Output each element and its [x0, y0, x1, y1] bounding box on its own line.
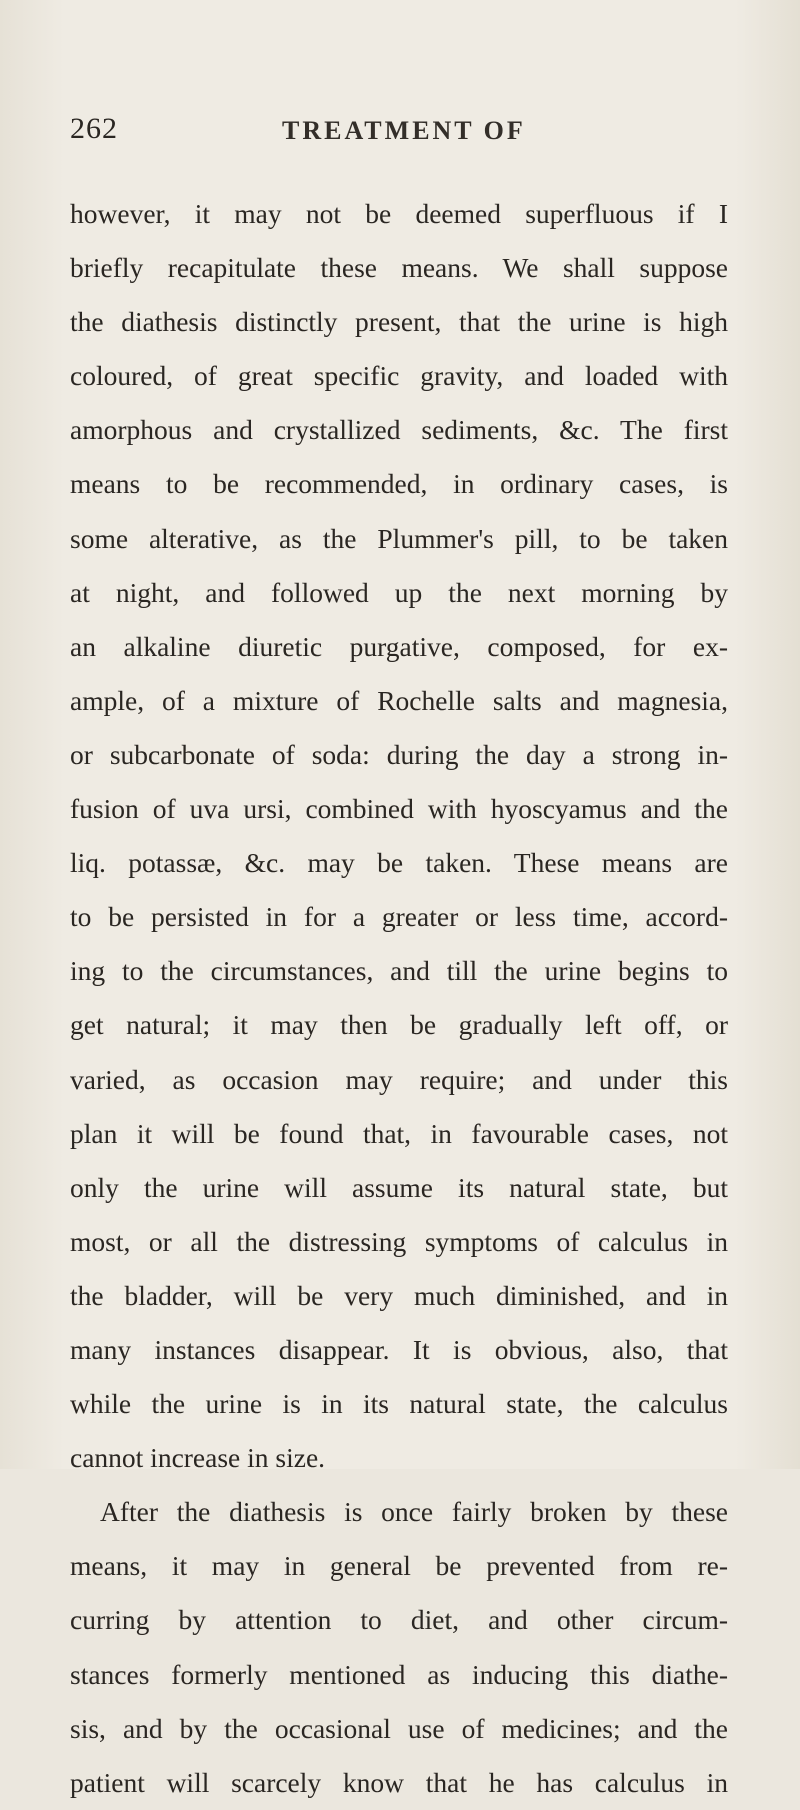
text-line: varied, as occasion may require; and under this — [70, 1063, 728, 1095]
running-title: TREATMENT OF — [282, 116, 526, 145]
text-line: only the urine will assume its natural state, but — [70, 1171, 728, 1203]
body-text — [70, 187, 728, 1810]
text-line: stances formerly mentioned as inducing this diathe- — [70, 1658, 728, 1690]
text-line-paragraph-end: cannot increase in size. — [70, 1442, 326, 1474]
text-line: amorphous and crystallized sediments, &c. The first — [70, 414, 728, 446]
text-line: fusion of uva ursi, combined with hyoscyamus and the — [70, 793, 728, 825]
text-line: to be persisted in for a greater or less time, accord- — [70, 901, 728, 933]
text-line: curring by attention to diet, and other circum- — [70, 1604, 728, 1636]
text-line: get natural; it may then be gradually left off, or — [70, 1009, 728, 1041]
page-number: 262 — [70, 112, 118, 145]
text-line: coloured, of great specific gravity, and loaded with — [70, 360, 728, 392]
text-line: means to be recommended, in ordinary cases, is — [70, 468, 728, 500]
text-line: briefly recapitulate these means. We shall suppose — [70, 252, 728, 284]
text-line: means, it may in general be prevented from re- — [70, 1550, 728, 1582]
text-line-paragraph-start: After the diathesis is once fairly broken by these — [100, 1496, 728, 1528]
text-line: liq. potassæ, &c. may be taken. These means are — [70, 847, 728, 879]
text-line: most, or all the distressing symptoms of calculus in — [70, 1225, 728, 1257]
running-head — [70, 112, 728, 152]
text-line: however, it may not be deemed superfluous if I — [70, 198, 728, 229]
text-line: the diathesis distinctly present, that the urine is high — [70, 306, 728, 338]
text-line: an alkaline diuretic purgative, composed, for ex- — [70, 630, 728, 662]
text-line: some alterative, as the Plummer's pill, to be taken — [70, 522, 728, 554]
text-line: ample, of a mixture of Rochelle salts and magnesia, — [70, 684, 728, 716]
text-line: ing to the circumstances, and till the urine begins to — [70, 955, 728, 987]
text-line: at night, and followed up the next morning by — [70, 576, 728, 608]
text-line: many instances disappear. It is obvious, also, that — [70, 1333, 728, 1365]
text-line: the bladder, will be very much diminished, and in — [70, 1279, 728, 1311]
text-line: plan it will be found that, in favourable cases, not — [70, 1117, 728, 1149]
text-line: or subcarbonate of soda: during the day a strong in- — [70, 738, 728, 770]
text-line: while the urine is in its natural state, the calculus — [70, 1388, 728, 1420]
text-line: sis, and by the occasional use of medicines; and the — [70, 1712, 728, 1744]
text-line: patient will scarcely know that he has calculus in — [70, 1766, 728, 1798]
